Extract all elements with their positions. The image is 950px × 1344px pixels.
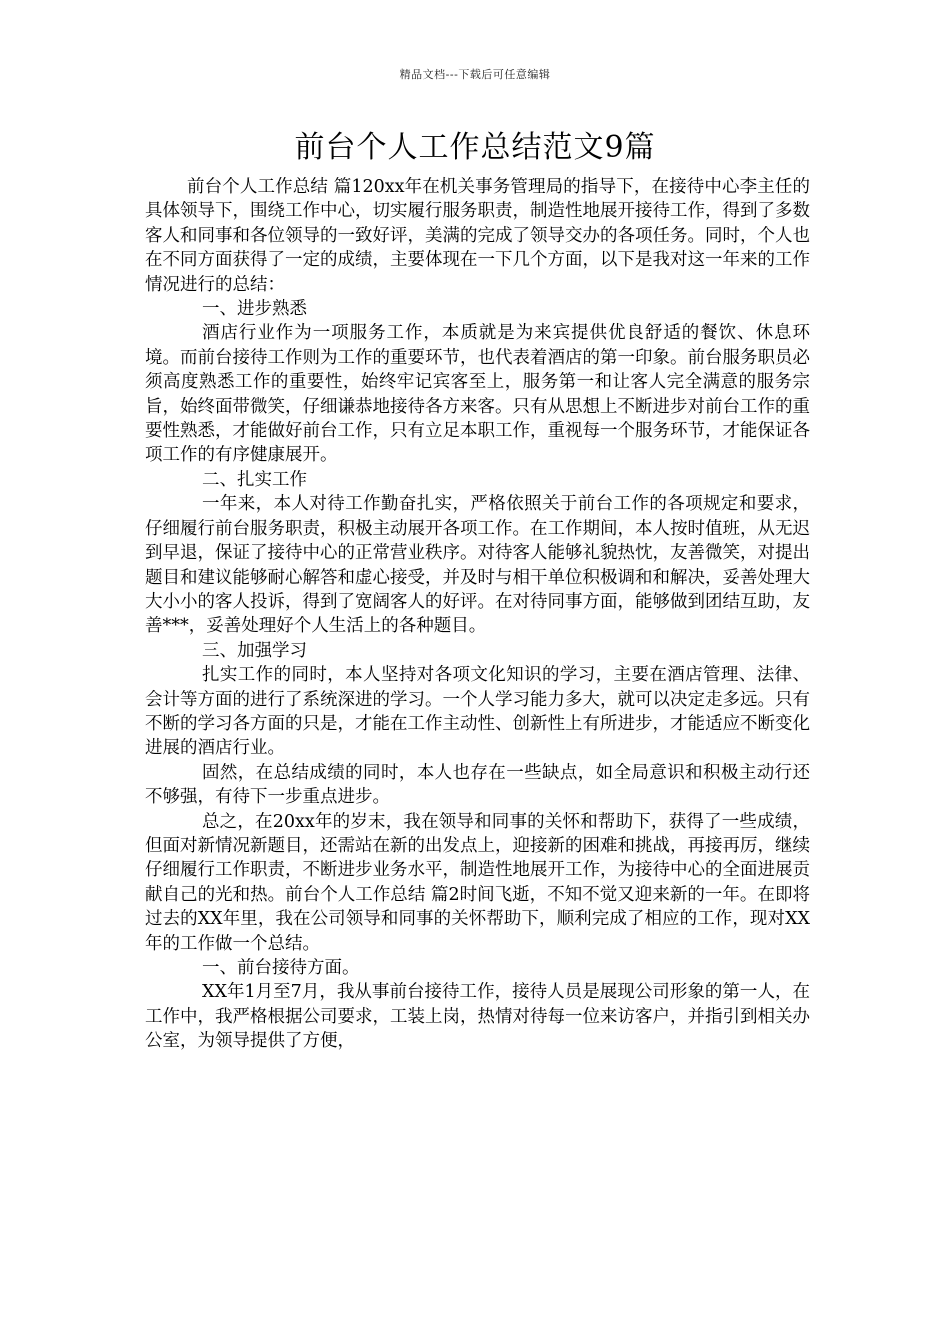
paragraph: 总之，在20xx年的岁末，我在领导和同事的关怀和帮助下，获得了一些成绩，但面对新情况新题目，还需站在新的出发点上，迎接新的困难和挑战，再接再厉，继续仔细履行工作职责，不断进步业务水平，制造性地展开工作，为接待中心的全面进展贡献自己的光和热。前台个人工作总结 篇2时间飞逝，不知不觉又迎来新的一年。在即将过去的XX年里，我在公司领导和同事的关怀帮助下，顺利完成了相应的工作，现对XX年的工作做一个总结。 (145, 811, 810, 954)
section-heading: 二、扎实工作 (202, 469, 307, 490)
paragraph: 前台个人工作总结 篇120xx年在机关事务管理局的指导下，在接待中心李主任的具体领导下，围绕工作中心，切实履行服务职责，制造性地展开接待工作，得到了多数客人和同事和各位领导的一致好评，美满的完成了领导交办的各项任务。同时，个人也在不同方面获得了一定的成绩，主要体现在一下几个方面，以下是我对这一年来的工作情况进行的总结： (145, 177, 810, 295)
document-title: 前台个人工作总结范文9篇 (294, 130, 656, 165)
section-heading: 一、进步熟悉 (202, 299, 307, 320)
section-heading: 三、加强学习 (202, 640, 307, 661)
header-note: 精品文档---下载后可任意编辑 (399, 68, 551, 81)
paragraph: XX年1月至7月，我从事前台接待工作，接待人员是展现公司形象的第一人，在工作中，我严格根据公司要求，工装上岗，热情对待每一位来访客户，并指引到相关办公室，为领导提供了方便， (145, 982, 810, 1052)
paragraph: 扎实工作的同时，本人坚持对各项文化知识的学习，主要在酒店管理、法律、会计等方面的进行了系统深进的学习。一个人学习能力多大，就可以决定走多远。只有不断的学习各方面的只是，才能在工作主动性、创新性上有所进步，才能适应不断变化进展的酒店行业。 (145, 665, 810, 759)
paragraph: 固然，在总结成绩的同时，本人也存在一些缺点，如全局意识和积极主动行还不够强，有待下一步重点进步。 (145, 762, 810, 808)
paragraph: 酒店行业作为一项服务工作，本质就是为来宾提供优良舒适的餐饮、休息环境。而前台接待工作则为工作的重要环节，也代表着酒店的第一印象。前台服务职员必须高度熟悉工作的重要性，始终牢记宾客至上，服务第一和让客人完全满意的服务宗旨，始终面带微笑，仔细谦恭地接待各方来客。只有从思想上不断进步对前台工作的重要性熟悉，才能做好前台工作，只有立足本职工作，重视每一个服务环节，才能保证各项工作的有序健康展开。 (145, 323, 810, 466)
section-heading: 一、前台接待方面。 (202, 958, 360, 978)
paragraph: 一年来，本人对待工作勤奋扎实，严格依照关于前台工作的各项规定和要求，仔细履行前台服务职责，积极主动展开各项工作。在工作期间，本人按时值班，从无迟到早退，保证了接待中心的正常营业秩序。对待客人能够礼貌热忱，友善微笑，对提出题目和建议能够耐心解答和虚心接受，并及时与相干单位积极调和和解决，妥善处理大大小小的客人投诉，得到了宽阔客人的好评。在对待同事方面，能够做到团结互助，友善***，妥善处理好个人生活上的各种题目。 (145, 494, 810, 637)
document-body (145, 175, 810, 1054)
